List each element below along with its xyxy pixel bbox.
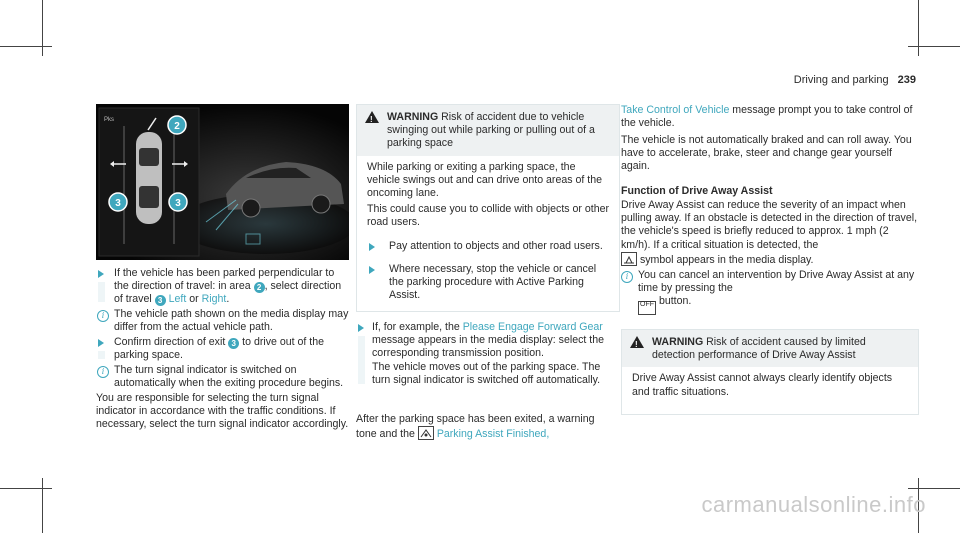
note-cancel-intervention [638, 269, 917, 315]
svg-text:3: 3 [175, 198, 181, 209]
section-heading: Function of Drive Away Assist [621, 185, 773, 197]
page-number: 239 [897, 74, 916, 86]
message-engage-forward-gear: Please Engage Forward Gear [462, 321, 603, 333]
after-exit-paragraph [356, 413, 618, 441]
take-control-paragraph [621, 104, 917, 130]
warning-text: This could cause you to collide with objects or other road users. [367, 203, 610, 229]
note-text: button. [656, 295, 692, 308]
step-engage-gear [372, 321, 618, 387]
paragraph-text: Drive Away Assist can reduce the severity of an impact when pulling away. If an obstacle is detected in the direction of travel, the vehicle's speed is briefly reduced to approx. 1 mph (2 km/h). If a critical situation is detected, the [621, 199, 918, 251]
step-text: or [186, 293, 202, 306]
section-title: Driving and parking [793, 74, 889, 86]
info-icon: i [97, 309, 109, 322]
crop-mark [908, 488, 960, 489]
step-text: , select direction of travel [114, 280, 342, 306]
drive-away-assist-symbol-icon [621, 252, 637, 266]
info-icon: i [621, 270, 633, 283]
car-topview [136, 132, 162, 224]
warning-title: Risk of accident caused by limited detection performance of Drive Away Assist [652, 336, 866, 362]
drive-away-assist-paragraph [621, 199, 917, 267]
parking-off-button-icon [638, 301, 656, 315]
step-arrow-icon [98, 270, 104, 278]
step-marker-bar [98, 282, 105, 302]
step-text: . [226, 293, 230, 306]
parking-assist-symbol-icon [418, 426, 434, 440]
paragraph-text: symbol appears in the media display. [637, 253, 814, 266]
step-result-text: The vehicle moves out of the parking space. The turn signal indicator is switched off automatically. [372, 360, 601, 386]
crop-mark [908, 46, 960, 47]
svg-text:Pks: Pks [104, 117, 115, 123]
warning-step-text: Pay attention to objects and other road users. [389, 239, 603, 252]
note-text: You can cancel an intervention by Drive Away Assist at any time by pressing the [638, 269, 915, 295]
step-text: If the vehicle has been parked perpendicular to the direction of travel: in area [114, 267, 335, 293]
step-arrow-icon [369, 266, 375, 274]
warning-box-detection [621, 329, 919, 415]
figure-image [96, 104, 349, 260]
step-arrow-icon [358, 324, 364, 332]
callout-ref: 3 [155, 295, 166, 306]
info-icon: i [97, 365, 109, 378]
crop-mark [42, 478, 43, 533]
step-arrow-icon [369, 243, 375, 251]
warning-box-swing-out [356, 104, 620, 312]
warning-step-text: Where necessary, stop the vehicle or cancel the parking procedure with Active Parking Assist. [389, 262, 597, 302]
step-text: Confirm direction of exit [114, 336, 229, 348]
step-select-direction [114, 267, 350, 307]
step-marker-bar [98, 351, 105, 359]
option-left: Left [168, 293, 187, 306]
warning-label: WARNING [387, 111, 439, 123]
warning-step [367, 263, 611, 303]
watermark: carmanualsonline.info [701, 492, 926, 517]
roll-away-paragraph: The vehicle is not automatically braked and can roll away. You have to accelerate, brake, steer and change gear yourself again. [621, 134, 912, 173]
svg-text:3: 3 [115, 198, 121, 209]
warning-body: Drive Away Assist cannot always clearly identify objects and traffic situations. [632, 372, 893, 398]
warning-title: Risk of accident due to vehicle swinging out while parking or pulling out of a parking space [387, 111, 595, 150]
warning-text: While parking or exiting a parking space, the vehicle swings out and can drive onto areas of the oncoming lane. [367, 160, 602, 200]
warning-triangle-icon [365, 111, 379, 123]
crop-mark [42, 0, 43, 56]
callout-ref: 2 [254, 282, 265, 293]
warning-body [357, 156, 619, 309]
paragraph-text: After the parking space has been exited, a warning tone and the [356, 413, 595, 441]
note-vehicle-path: The vehicle path shown on the media display may differ from the actual vehicle path. [114, 308, 349, 334]
warning-step [367, 240, 611, 253]
note-turn-signal: The turn signal indicator is switched on automatically when the exiting procedure begins. [114, 364, 344, 390]
warning-header [622, 330, 918, 367]
step-text: to drive out of the parking space. [114, 336, 325, 362]
crop-mark [0, 488, 52, 489]
crop-mark [918, 0, 919, 56]
option-right: Right [201, 293, 227, 306]
responsibility-paragraph: You are responsible for selecting the turn signal indicator in accordance with the traffic conditions. If necessary, select the turn signal indicator accordingly. [96, 392, 349, 431]
warning-label: WARNING [652, 336, 704, 348]
step-confirm-exit [114, 336, 350, 362]
step-arrow-icon [98, 339, 104, 347]
svg-text:2: 2 [174, 121, 180, 132]
callout-ref: 3 [228, 338, 239, 349]
step-text: If, for example, the [372, 321, 463, 333]
parking-illustration [96, 104, 349, 260]
message-take-control: Take Control of Vehicle [621, 104, 730, 116]
message-parking-assist-finished: Parking Assist Finished, [436, 428, 550, 441]
running-header [780, 74, 916, 87]
warning-triangle-icon [630, 336, 644, 348]
step-text: message appears in the media display: select the corresponding transmission position. [372, 334, 605, 360]
warning-header [357, 105, 619, 156]
step-marker-bar [358, 336, 365, 384]
paragraph-text: message prompt you to take control of the vehicle. [621, 104, 913, 130]
button-icon-label: OFF [640, 301, 654, 309]
crop-mark [0, 46, 52, 47]
